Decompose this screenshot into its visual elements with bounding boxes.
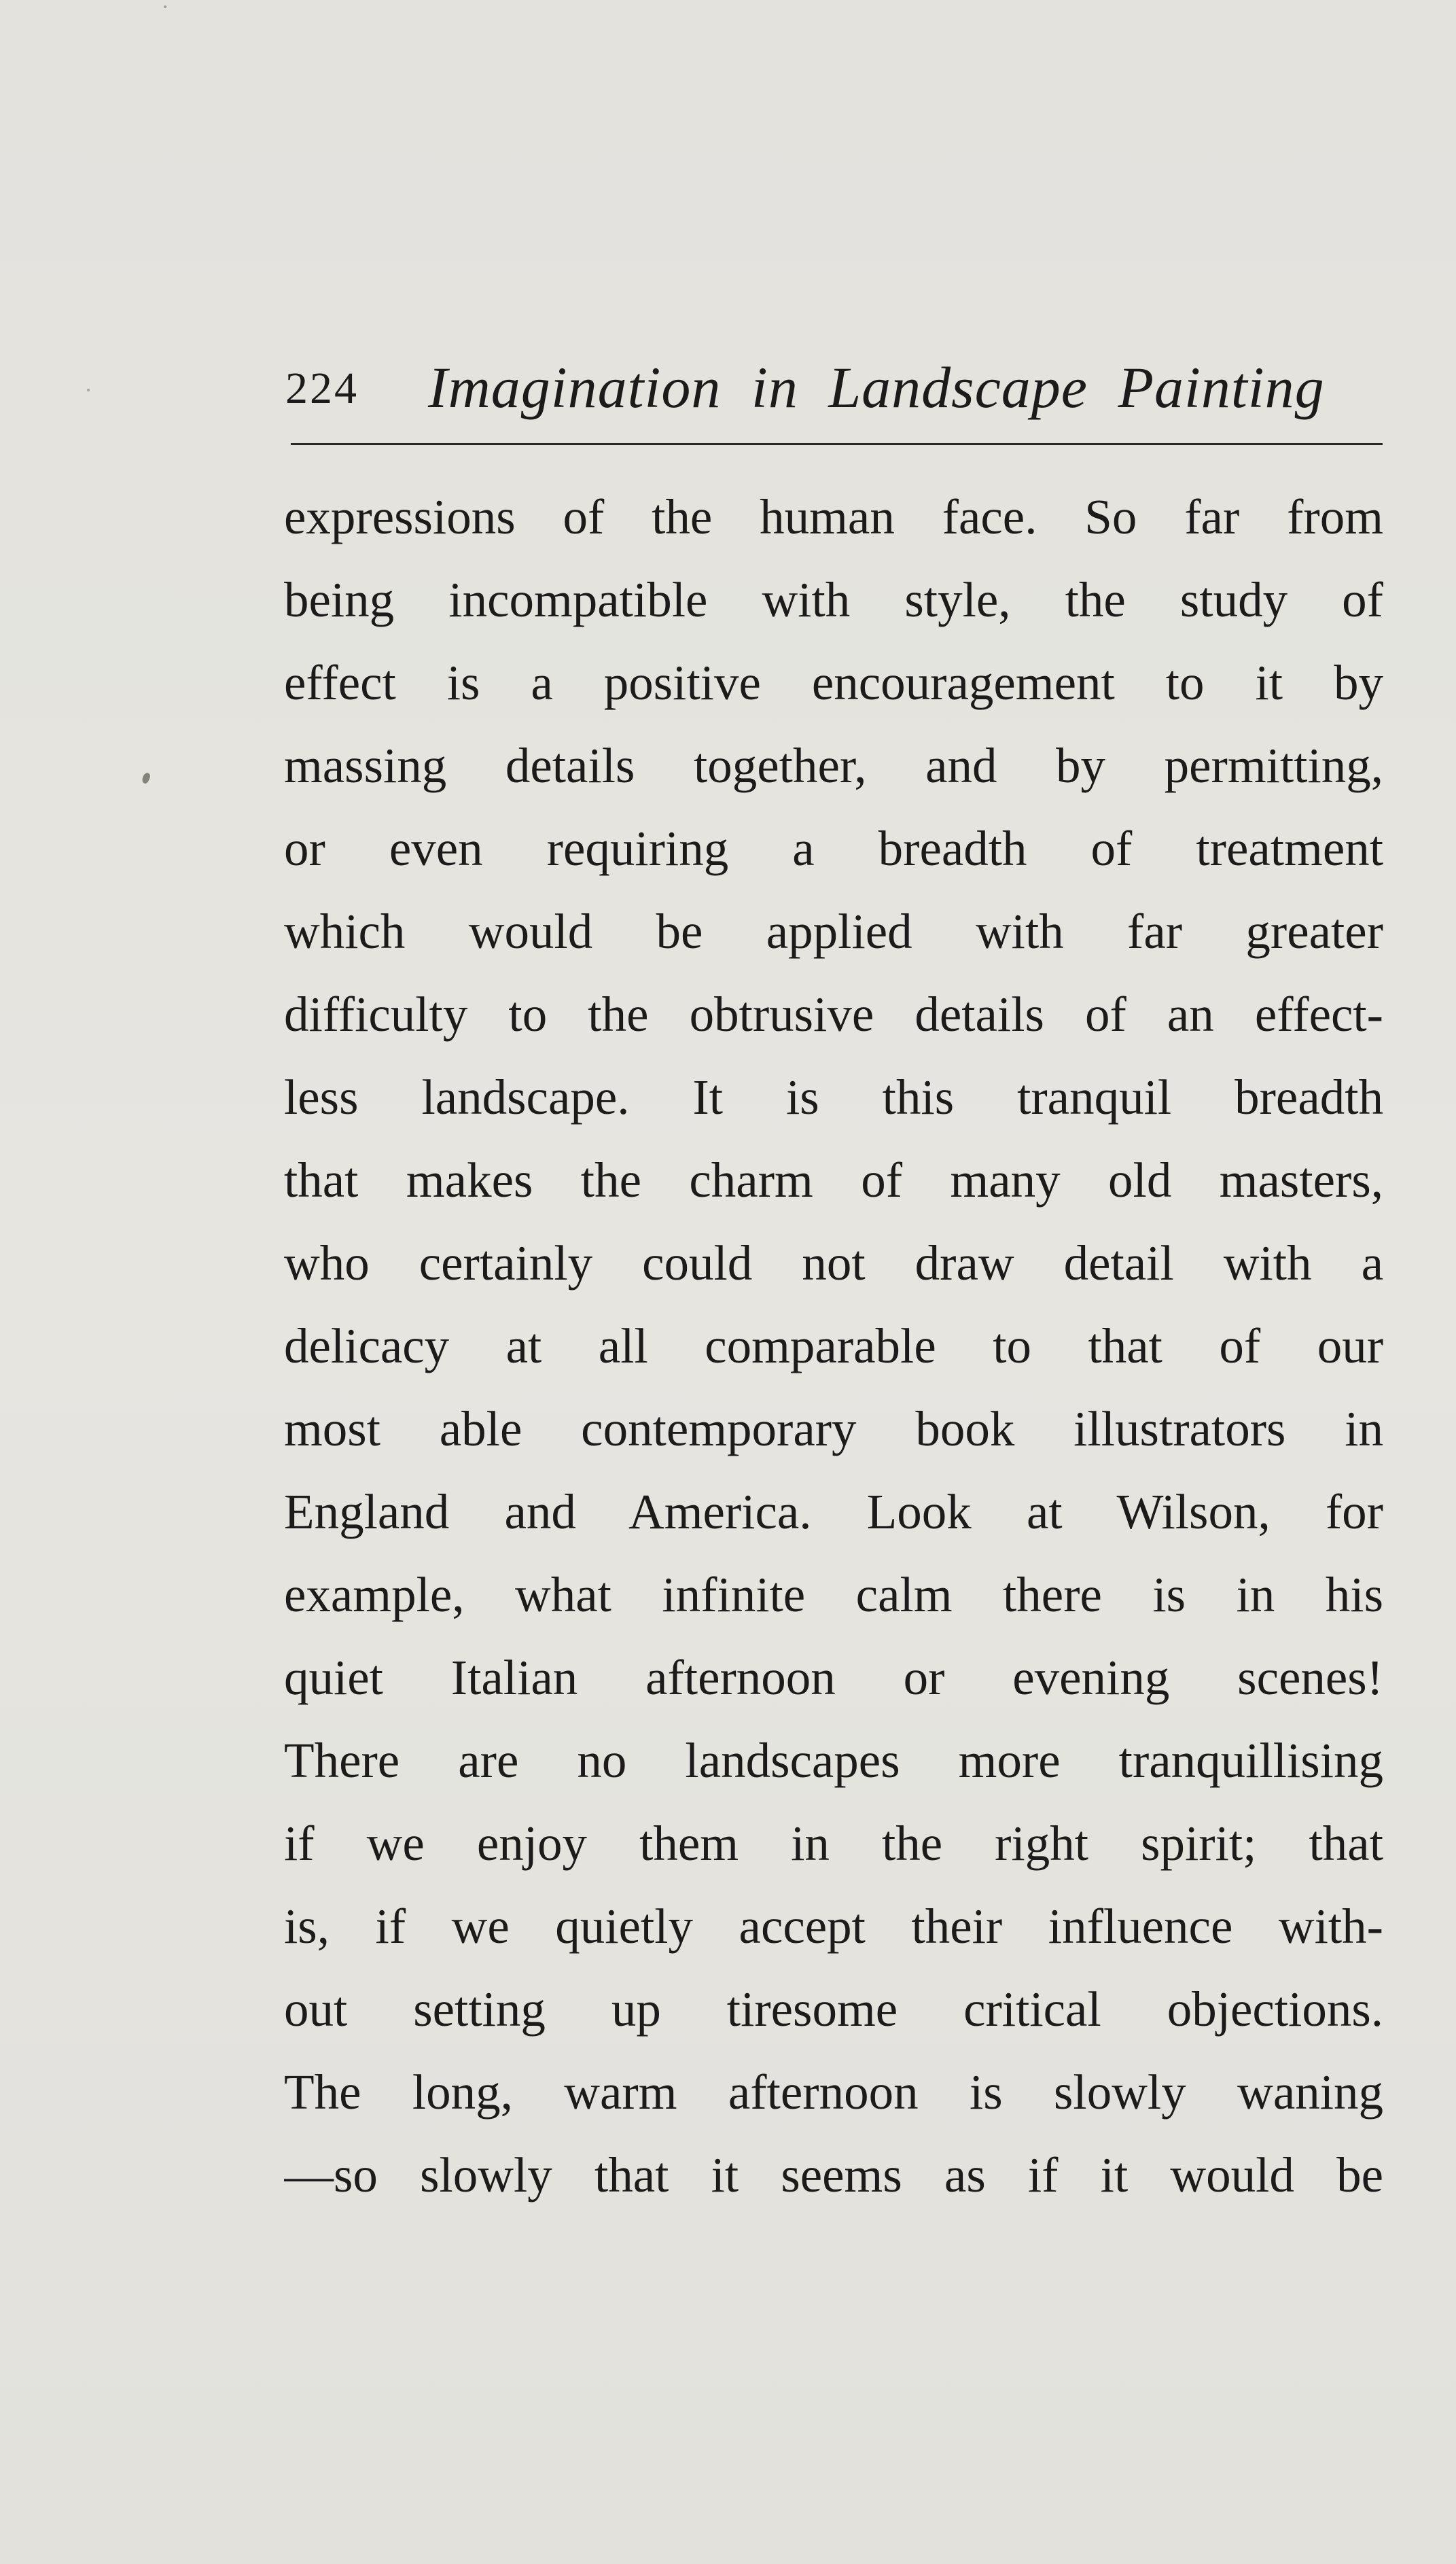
ink-mark xyxy=(141,772,152,785)
text-line: out setting up tiresome critical objections. xyxy=(284,1982,1383,2037)
text-line: less landscape. It is this tranquil breadth xyxy=(284,1070,1383,1125)
running-title: Imagination in Landscape Painting xyxy=(428,355,1325,420)
text-line: There are no landscapes more tranquillising xyxy=(284,1733,1383,1788)
header-rule xyxy=(291,443,1383,445)
text-line: delicacy at all comparable to that of our xyxy=(284,1318,1383,1373)
text-line: massing details together, and by permitting, xyxy=(284,738,1383,793)
text-line: which would be applied with far greater xyxy=(284,904,1383,959)
text-line: or even requiring a breadth of treatment xyxy=(284,821,1383,876)
text-line: that makes the charm of many old masters, xyxy=(284,1153,1383,1208)
body-text xyxy=(284,476,1383,2217)
text-line: is, if we quietly accept their influence with- xyxy=(284,1899,1383,1954)
page-number: 224 xyxy=(285,364,359,413)
text-line: expressions of the human face. So far from xyxy=(284,489,1383,544)
text-line: who certainly could not draw detail with a xyxy=(284,1235,1383,1290)
text-line: quiet Italian afternoon or evening scenes! xyxy=(284,1650,1383,1705)
paper-speck xyxy=(164,5,166,8)
text-line: if we enjoy them in the right spirit; that xyxy=(284,1816,1383,1871)
text-line: The long, warm afternoon is slowly waning xyxy=(284,2065,1383,2120)
text-line: England and America. Look at Wilson, for xyxy=(284,1484,1383,1539)
paper-speck xyxy=(87,389,90,391)
text-line: being incompatible with style, the study of xyxy=(284,572,1383,627)
text-line: example, what infinite calm there is in his xyxy=(284,1567,1383,1622)
text-line: most able contemporary book illustrators in xyxy=(284,1401,1383,1456)
text-line: effect is a positive encouragement to it by xyxy=(284,655,1383,710)
text-line: difficulty to the obtrusive details of an effect- xyxy=(284,987,1383,1042)
running-head xyxy=(285,353,1383,428)
text-line: —so slowly that it seems as if it would be xyxy=(284,2147,1383,2202)
